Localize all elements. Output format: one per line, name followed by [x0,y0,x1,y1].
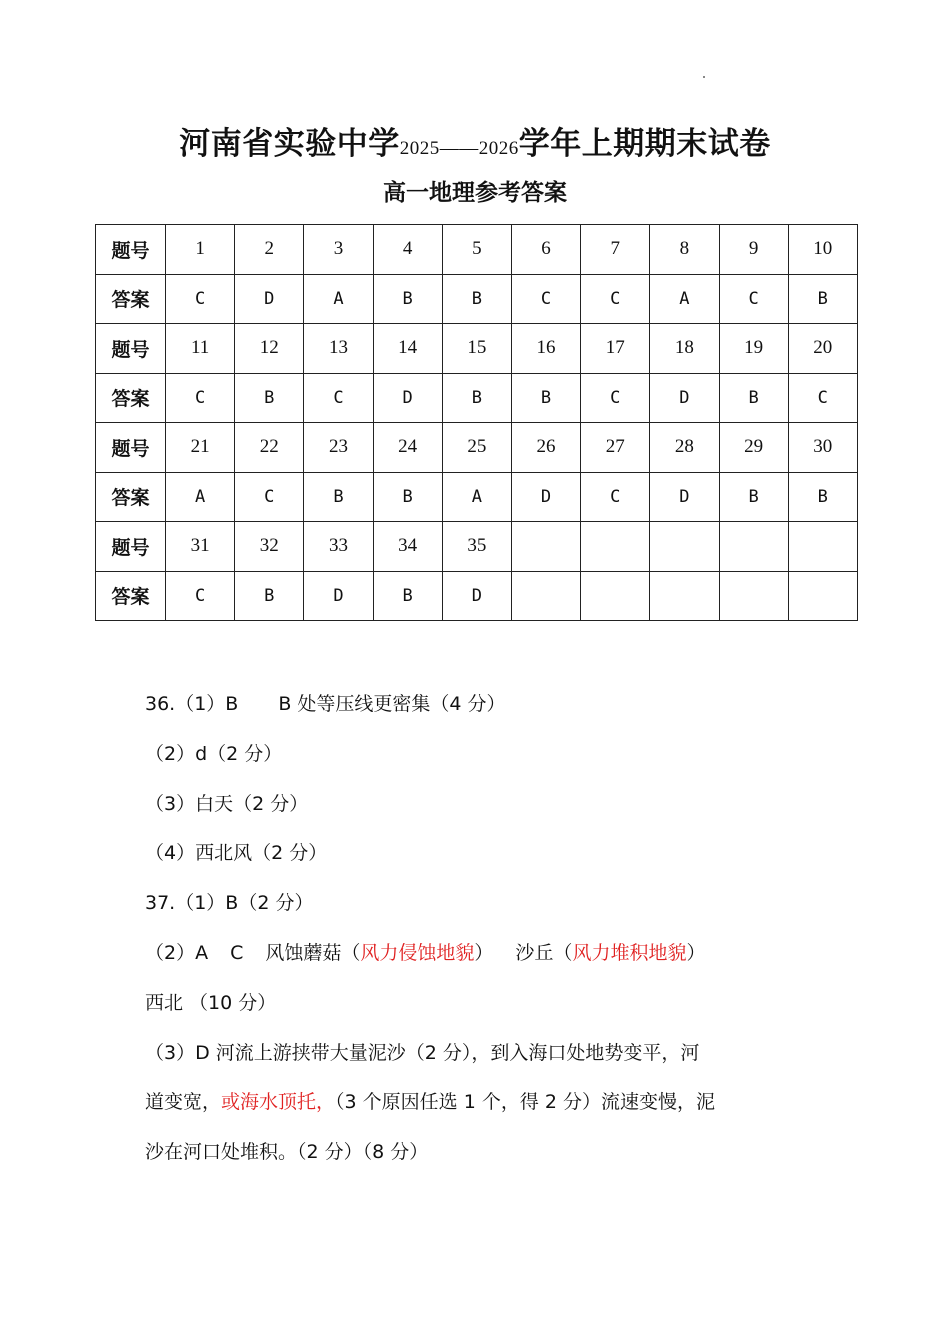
answer-cell: C [511,274,580,324]
q36-part1-reason: B 处等压线更密集（4 分） [278,693,506,715]
question-number-cell [511,522,580,572]
question-number-cell: 15 [442,324,511,374]
answer-cell: B [304,472,373,522]
question-number-cell: 7 [581,225,650,275]
question-number-cell: 13 [304,324,373,374]
q36-part1-answer: 36.（1）B [145,693,239,715]
row-label-number: 题号 [96,423,166,473]
row-label-number: 题号 [96,522,166,572]
answer-cell: C [235,472,304,522]
answer-cell: B [719,373,788,423]
page-subtitle: 高一地理参考答案 [383,179,567,206]
answer-cell: B [719,472,788,522]
answer-cell: A [304,274,373,324]
question-number-cell: 9 [719,225,788,275]
answer-cell: C [304,373,373,423]
question-number-cell: 35 [442,522,511,572]
question-number-cell: 20 [788,324,857,374]
number-row [96,225,858,275]
answer-cell: C [581,373,650,423]
question-number-cell [719,522,788,572]
answer-cell: B [511,373,580,423]
question-number-cell: 8 [650,225,719,275]
answer-cell: C [166,274,235,324]
title-year: 2025——2026 [399,138,519,159]
row-label-answer: 答案 [96,373,166,423]
question-number-cell: 25 [442,423,511,473]
number-row [96,324,858,374]
q36-part1 [145,686,825,736]
answer-cell: B [373,274,442,324]
answer-cell: A [166,472,235,522]
answer-cell: D [235,274,304,324]
q37-part2: （2）A C 风蚀蘑菇（风力侵蚀地貌） 沙丘（风力堆积地貌） [145,941,706,964]
answer-cell: C [581,274,650,324]
question-number-cell: 30 [788,423,857,473]
q37-part2-line2: 西北 （10 分） [145,991,277,1014]
question-number-cell: 14 [373,324,442,374]
title-term: 学年上期期末试卷 [518,126,771,162]
answer-cell: A [442,472,511,522]
row-label-answer: 答案 [96,274,166,324]
answer-row [96,571,858,621]
question-number-cell: 17 [581,324,650,374]
answer-cell [511,571,580,621]
row-label-answer: 答案 [96,571,166,621]
answer-cell [650,571,719,621]
free-response-answers [145,686,825,1184]
q37-part1: 37.（1）B（2 分） [145,892,314,915]
row-label-answer: 答案 [96,472,166,522]
question-number-cell: 28 [650,423,719,473]
row-label-number: 题号 [96,324,166,374]
q36-part3: （3）白天（2 分） [145,792,309,815]
question-number-cell: 1 [166,225,235,275]
answer-cell [719,571,788,621]
q36-part4: （4）西北风（2 分） [145,842,328,865]
question-number-cell: 6 [511,225,580,275]
answer-cell: C [788,373,857,423]
question-number-cell: 21 [166,423,235,473]
question-number-cell: 19 [719,324,788,374]
answer-cell: D [304,571,373,621]
q37-part3-line3: 沙在河口处堆积。（2 分）（8 分） [145,1141,429,1164]
answer-cell: B [235,373,304,423]
question-number-cell: 23 [304,423,373,473]
page-title [0,118,950,163]
q37-alt-reason: 或海水顶托， [221,1091,336,1114]
question-number-cell: 4 [373,225,442,275]
answer-row [96,274,858,324]
answer-row [96,472,858,522]
question-number-cell: 5 [442,225,511,275]
question-number-cell: 31 [166,522,235,572]
row-label-number: 题号 [96,225,166,275]
question-number-cell: 16 [511,324,580,374]
answer-cell: B [373,571,442,621]
answer-cell: B [442,373,511,423]
answer-table [95,224,858,621]
answer-cell: D [650,472,719,522]
answer-cell: C [719,274,788,324]
q37-landform-deposition: 风力堆积地貌 [572,941,687,964]
question-number-cell: 33 [304,522,373,572]
question-number-cell: 27 [581,423,650,473]
answer-cell: B [373,472,442,522]
answer-cell [788,571,857,621]
q36-part2: （2）d（2 分） [145,742,283,765]
question-number-cell: 32 [235,522,304,572]
answer-cell: B [788,274,857,324]
question-number-cell: 22 [235,423,304,473]
question-number-cell: 29 [719,423,788,473]
number-row [96,522,858,572]
q37-landform-erosion: 风力侵蚀地貌 [360,941,475,964]
q37-part3-line1: （3）D 河流上游挟带大量泥沙（2 分），到入海口处地势变平，河 [145,1041,700,1064]
scan-dot [703,76,705,78]
question-number-cell [788,522,857,572]
answer-cell: D [650,373,719,423]
question-number-cell: 10 [788,225,857,275]
question-number-cell: 2 [235,225,304,275]
question-number-cell: 26 [511,423,580,473]
question-number-cell: 34 [373,522,442,572]
q37-part3-line2: 道变宽，或海水顶托，（3 个原因任选 1 个，得 2 分）流速变慢，泥 [145,1091,715,1114]
answer-cell: C [166,373,235,423]
answer-cell: A [650,274,719,324]
question-number-cell: 12 [235,324,304,374]
answer-cell: D [511,472,580,522]
question-number-cell [581,522,650,572]
question-number-cell [650,522,719,572]
number-row [96,423,858,473]
answer-cell: D [442,571,511,621]
title-school: 河南省实验中学 [179,126,400,162]
answer-cell: B [788,472,857,522]
answer-cell: B [442,274,511,324]
answer-cell: C [581,472,650,522]
answer-cell: D [373,373,442,423]
answer-row [96,373,858,423]
question-number-cell: 3 [304,225,373,275]
question-number-cell: 11 [166,324,235,374]
answer-cell: B [235,571,304,621]
question-number-cell: 18 [650,324,719,374]
answer-cell [581,571,650,621]
question-number-cell: 24 [373,423,442,473]
answer-cell: C [166,571,235,621]
